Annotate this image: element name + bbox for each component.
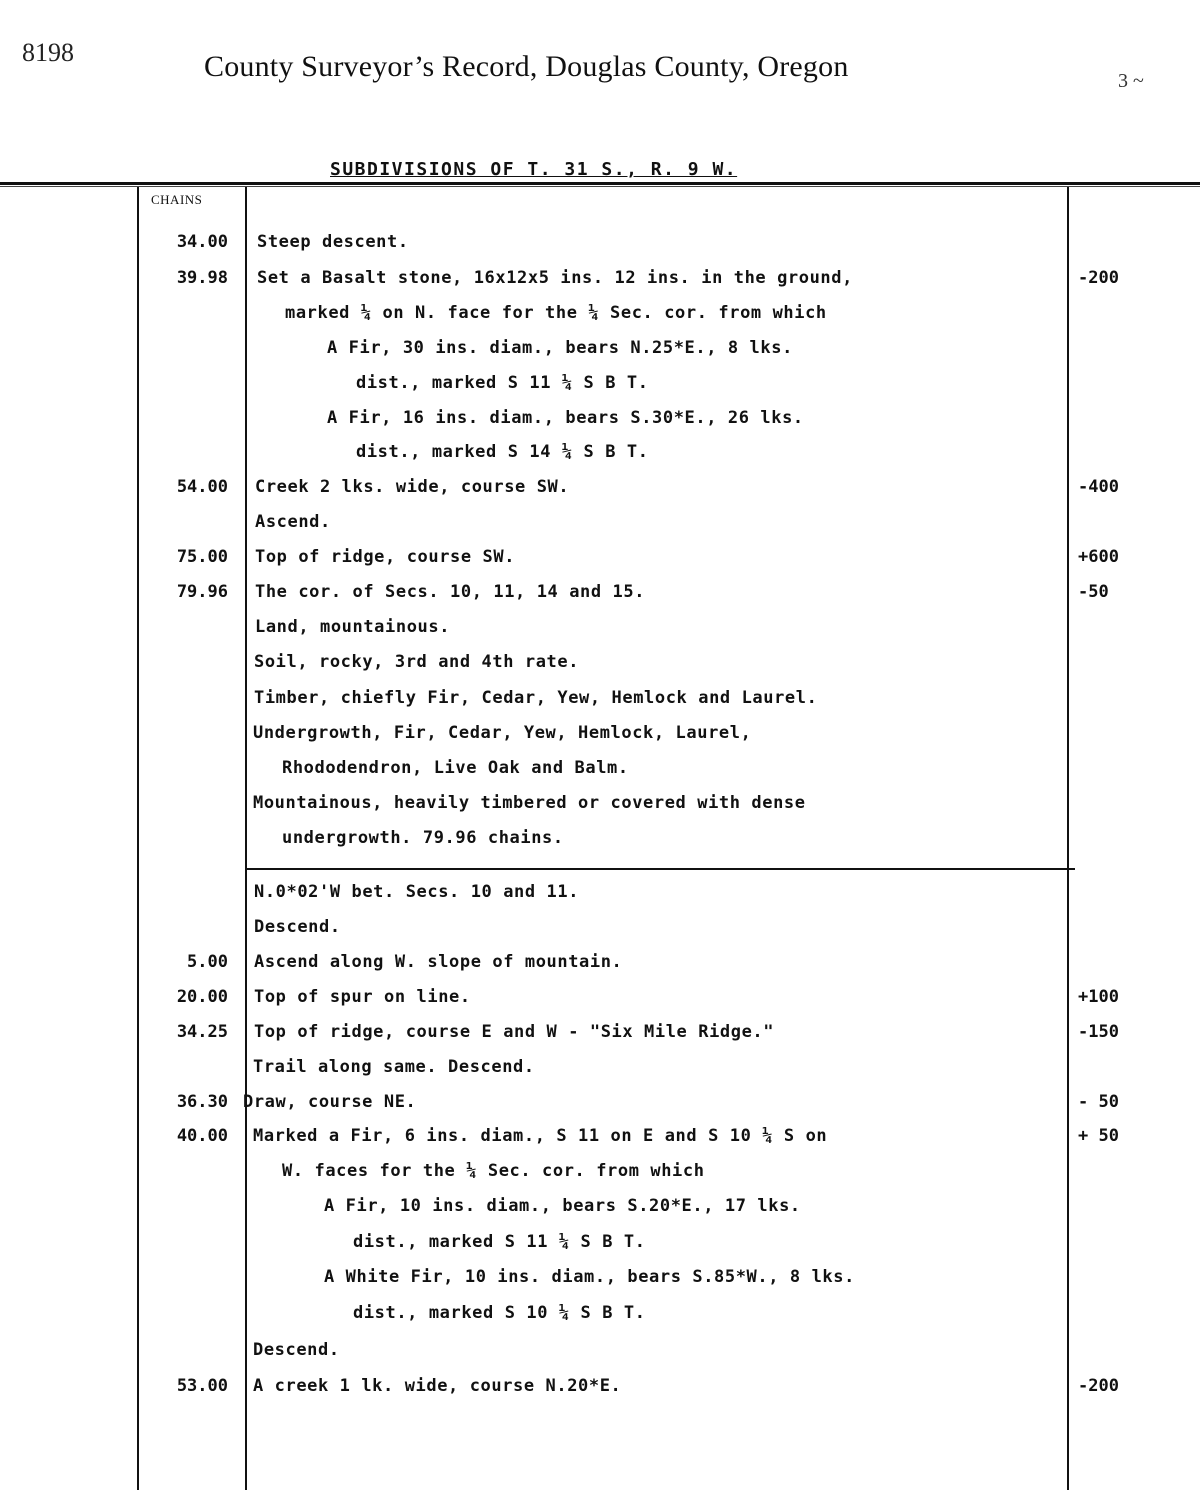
entry-text: Descend. (253, 1340, 340, 1360)
header-rule-secondary (0, 186, 1200, 187)
entry-text: Rhododendron, Live Oak and Balm. (282, 758, 629, 778)
entry-row (0, 719, 1200, 749)
entry-row (0, 684, 1200, 714)
entry-text: The cor. of Secs. 10, 11, 14 and 15. (255, 582, 646, 602)
record-title: County Surveyor’s Record, Douglas County, Oregon (204, 50, 849, 83)
entry-text: A Fir, 30 ins. diam., bears N.25*E., 8 lks. (327, 338, 793, 358)
entry-row (0, 1122, 1200, 1152)
entry-row (0, 648, 1200, 678)
entry-chains: 20.00 (176, 987, 228, 1007)
entry-text: Top of spur on line. (254, 987, 471, 1007)
entry-row (0, 404, 1200, 434)
chains-column-header: CHAINS (151, 192, 203, 207)
entry-text: Mountainous, heavily timbered or covered with dense (253, 793, 806, 813)
entry-row (0, 948, 1200, 978)
entry-row (0, 264, 1200, 294)
subdivision-title: SUBDIVISIONS OF T. 31 S., R. 9 W. (330, 159, 738, 180)
entry-text: Creek 2 lks. wide, course SW. (255, 477, 570, 497)
entry-chains: 34.25 (176, 1022, 228, 1042)
entry-text: A Fir, 10 ins. diam., bears S.20*E., 17 lks. (324, 1196, 801, 1216)
entry-text: N.0*02'W bet. Secs. 10 and 11. (254, 882, 580, 902)
entry-text: Set a Basalt stone, 16x12x5 ins. 12 ins. in the ground, (257, 268, 853, 288)
entry-text: dist., marked S 10 ¼ S B T. (353, 1303, 646, 1323)
entry-row (0, 1088, 1200, 1118)
entry-row (0, 754, 1200, 784)
entry-row (0, 1053, 1200, 1083)
entry-elevation: -200 (1078, 268, 1119, 288)
entry-elevation: - 50 (1078, 1092, 1119, 1112)
entry-elevation: -150 (1078, 1022, 1119, 1042)
entry-text: Ascend. (255, 512, 331, 532)
entry-row (0, 1157, 1200, 1187)
entry-chains: 54.00 (176, 477, 228, 497)
entry-chains: 75.00 (176, 547, 228, 567)
page-number: 8198 (22, 38, 74, 67)
entry-row (0, 334, 1200, 364)
entry-row (0, 473, 1200, 503)
entry-row (0, 824, 1200, 854)
entry-row (0, 983, 1200, 1013)
entry-row (0, 438, 1200, 468)
entry-row (0, 913, 1200, 943)
margin-note: 3 ~ (1118, 70, 1144, 92)
entry-chains: 53.00 (176, 1376, 228, 1396)
entry-row (0, 1336, 1200, 1366)
entry-text: Undergrowth, Fir, Cedar, Yew, Hemlock, Laurel, (253, 723, 752, 743)
header-rule (0, 182, 1200, 185)
entry-elevation: -50 (1078, 582, 1109, 602)
entry-row (0, 578, 1200, 608)
entry-text: Trail along same. Descend. (253, 1057, 535, 1077)
entry-text: undergrowth. 79.96 chains. (282, 828, 564, 848)
entry-row (0, 1192, 1200, 1222)
entry-text: Top of ridge, course E and W - "Six Mile Ridge." (254, 1022, 775, 1042)
entry-row (0, 508, 1200, 538)
entry-row (0, 1018, 1200, 1048)
entry-chains: 39.98 (176, 268, 228, 288)
entry-chains: 40.00 (176, 1126, 228, 1146)
entry-chains: 34.00 (176, 232, 228, 252)
entry-row (0, 543, 1200, 573)
entry-text: dist., marked S 11 ¼ S B T. (353, 1232, 646, 1252)
entry-text: Draw, course NE. (243, 1092, 417, 1112)
entry-text: Land, mountainous. (255, 617, 451, 637)
entry-row (0, 878, 1200, 908)
entry-row (0, 1299, 1200, 1329)
entry-chains: 5.00 (187, 952, 228, 972)
entry-row (0, 369, 1200, 399)
entry-text: Marked a Fir, 6 ins. diam., S 11 on E and S 10 ¼ S on (253, 1126, 828, 1146)
entry-elevation: +100 (1078, 987, 1119, 1007)
entry-text: marked ¼ on N. face for the ¼ Sec. cor. from which (285, 303, 827, 323)
entry-row (0, 613, 1200, 643)
entry-text: W. faces for the ¼ Sec. cor. from which (282, 1161, 705, 1181)
entry-elevation: -400 (1078, 477, 1119, 497)
entry-text: Ascend along W. slope of mountain. (254, 952, 623, 972)
entry-text: A Fir, 16 ins. diam., bears S.30*E., 26 lks. (327, 408, 804, 428)
entry-chains: 79.96 (176, 582, 228, 602)
entry-row (0, 789, 1200, 819)
entry-text: Top of ridge, course SW. (255, 547, 516, 567)
entry-elevation: +600 (1078, 547, 1119, 567)
entry-elevation: -200 (1078, 1376, 1119, 1396)
entry-text: Steep descent. (257, 232, 409, 252)
entry-row (0, 299, 1200, 329)
section-divider (247, 868, 1075, 870)
entry-text: dist., marked S 14 ¼ S B T. (356, 442, 649, 462)
entry-text: Descend. (254, 917, 341, 937)
entry-row (0, 1228, 1200, 1258)
entry-text: A creek 1 lk. wide, course N.20*E. (253, 1376, 622, 1396)
entry-chains: 36.30 (176, 1092, 228, 1112)
entry-row (0, 1263, 1200, 1293)
entry-text: A White Fir, 10 ins. diam., bears S.85*W., 8 lks. (324, 1267, 855, 1287)
entry-text: Soil, rocky, 3rd and 4th rate. (254, 652, 580, 672)
entry-text: Timber, chiefly Fir, Cedar, Yew, Hemlock and Laurel. (254, 688, 818, 708)
entry-row (0, 1372, 1200, 1402)
entry-elevation: + 50 (1078, 1126, 1119, 1146)
entry-row (0, 228, 1200, 258)
entry-text: dist., marked S 11 ¼ S B T. (356, 373, 649, 393)
